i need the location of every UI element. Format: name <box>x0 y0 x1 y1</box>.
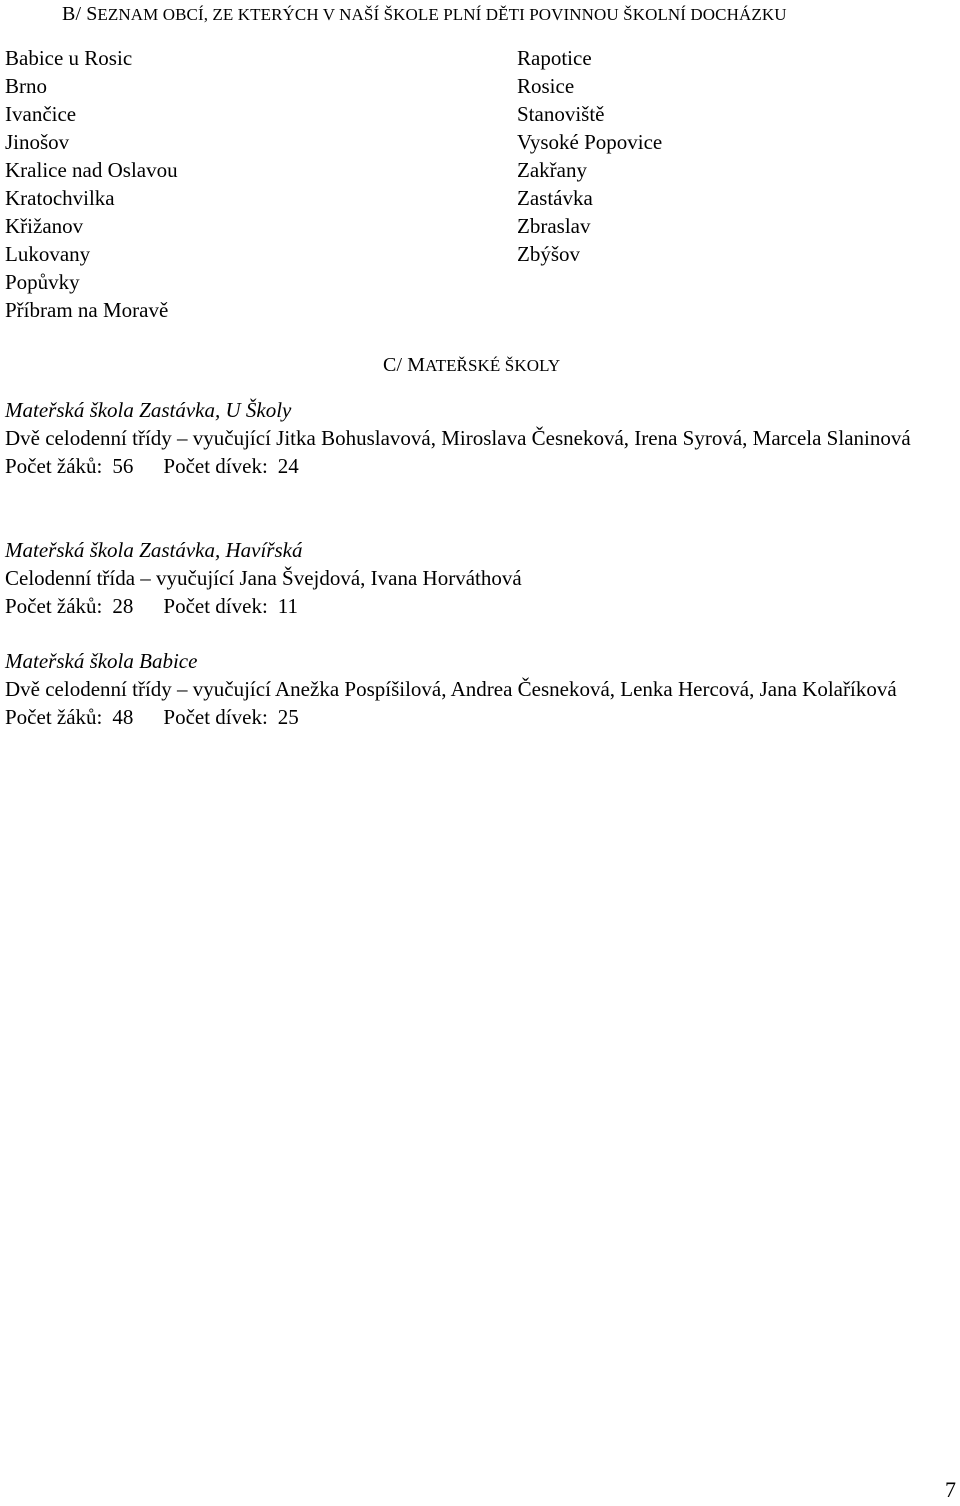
school-description: Dvě celodenní třídy – vyučující Jitka Bohuslavová, Miroslava Česneková, Irena Syrová, Marcela Slaninová <box>5 426 911 450</box>
school-title: Mateřská škola Babice <box>5 649 198 673</box>
section-b-heading-rest: EZNAM OBCÍ, ZE KTERÝCH V NAŠÍ ŠKOLE PLNÍ DĚTI POVINNOU ŠKOLNÍ DOCHÁZKU <box>97 5 787 24</box>
school-block <box>5 647 958 731</box>
school-title: Mateřská škola Zastávka, U Školy <box>5 398 292 422</box>
pupils-label: Počet žáků: <box>5 705 103 729</box>
pupils-value: 28 <box>112 594 134 618</box>
list-item: Babice u Rosic <box>5 46 133 70</box>
list-item: Křižanov <box>5 214 84 238</box>
list-item: Zastávka <box>517 186 593 210</box>
school-description: Dvě celodenní třídy – vyučující Anežka Pospíšilová, Andrea Česneková, Lenka Hercová, Jana Kolaříková <box>5 677 897 701</box>
girls-label: Počet dívek: <box>163 454 268 478</box>
municipality-list-left <box>5 44 178 324</box>
list-item: Rapotice <box>517 46 592 70</box>
section-c-heading-prefix: C/ M <box>383 354 426 376</box>
list-item: Zakřany <box>517 158 587 182</box>
municipality-list-right <box>517 44 662 268</box>
pupils-label: Počet žáků: <box>5 594 103 618</box>
school-block <box>5 396 958 480</box>
list-item: Rosice <box>517 74 575 98</box>
page-number: 7 <box>945 1477 956 1502</box>
school-counts <box>5 592 958 620</box>
pupils-value: 48 <box>112 705 134 729</box>
list-item: Ivančice <box>5 102 77 126</box>
list-item: Vysoké Popovice <box>517 130 663 154</box>
school-counts <box>5 703 958 731</box>
list-item: Kralice nad Oslavou <box>5 158 178 182</box>
section-b-heading <box>62 0 787 29</box>
list-item: Kratochvilka <box>5 186 115 210</box>
list-item: Příbram na Moravě <box>5 298 169 322</box>
girls-label: Počet dívek: <box>163 705 268 729</box>
list-item: Stanoviště <box>517 102 605 126</box>
girls-label: Počet dívek: <box>163 594 268 618</box>
section-c-heading-rest: ATEŘSKÉ ŠKOLY <box>425 356 561 375</box>
school-description: Celodenní třída – vyučující Jana Švejdová, Ivana Horváthová <box>5 566 522 590</box>
school-block <box>5 536 958 620</box>
school-counts <box>5 452 958 480</box>
list-item: Popůvky <box>5 270 80 294</box>
list-item: Jinošov <box>5 130 70 154</box>
section-b-heading-prefix: B/ S <box>62 3 98 25</box>
pupils-value: 56 <box>112 454 134 478</box>
list-item: Zbýšov <box>517 242 580 266</box>
girls-value: 25 <box>277 705 299 729</box>
list-item: Brno <box>5 74 47 98</box>
girls-value: 11 <box>277 594 299 618</box>
girls-value: 24 <box>277 454 299 478</box>
section-c-heading <box>383 351 560 380</box>
pupils-label: Počet žáků: <box>5 454 103 478</box>
list-item: Lukovany <box>5 242 91 266</box>
school-title: Mateřská škola Zastávka, Havířská <box>5 538 303 562</box>
list-item: Zbraslav <box>517 214 591 238</box>
